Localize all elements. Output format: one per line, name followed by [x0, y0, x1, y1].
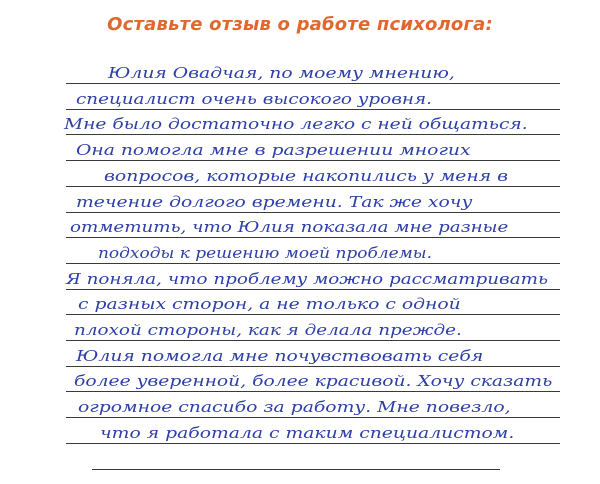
review-line: Я поняла, что проблему можно рассматривать	[66, 269, 548, 288]
review-line: вопросов, которые накопились у меня в	[104, 166, 509, 185]
ruled-line	[66, 212, 560, 213]
review-line: подходы к решению моей проблемы.	[98, 243, 433, 262]
ruled-line	[66, 134, 560, 135]
review-line: плохой стороны, как я делала прежде.	[74, 321, 462, 339]
ruled-line	[66, 109, 560, 110]
ruled-line	[66, 417, 560, 418]
ruled-line	[66, 263, 560, 264]
ruled-line	[66, 83, 560, 84]
review-line: с разных сторон, а не только с одной	[78, 295, 461, 314]
ruled-line	[66, 340, 560, 341]
ruled-line	[66, 160, 560, 161]
review-line: огромное спасибо за работу. Мне повезло,	[78, 398, 511, 417]
review-line: более уверенной, более красивой. Хочу сказать	[74, 372, 553, 391]
ruled-line	[66, 366, 560, 367]
form-title: Оставьте отзыв о работе психолога:	[107, 14, 493, 35]
review-line: течение долгого времени. Так же хочу	[76, 192, 473, 211]
ruled-line	[66, 391, 560, 392]
review-line: что я работала с таким специалистом.	[100, 423, 515, 442]
review-line: Она помогла мне в разрешении многих	[76, 141, 471, 160]
ruled-line	[66, 443, 560, 444]
ruled-line	[66, 186, 560, 187]
ruled-line	[66, 314, 560, 315]
ruled-line	[66, 289, 560, 290]
review-line: отметить, что Юлия показала мне разные	[70, 218, 509, 237]
ruled-line	[66, 237, 560, 238]
review-line: Юлия Овадчая, по моему мнению,	[108, 64, 455, 82]
review-line: Юлия помогла мне почувствовать себя	[76, 346, 484, 365]
ruled-line	[92, 469, 500, 470]
review-line: специалист очень высокого уровня.	[76, 89, 432, 108]
review-line: Мне было достаточно легко с ней общаться.	[64, 115, 528, 134]
